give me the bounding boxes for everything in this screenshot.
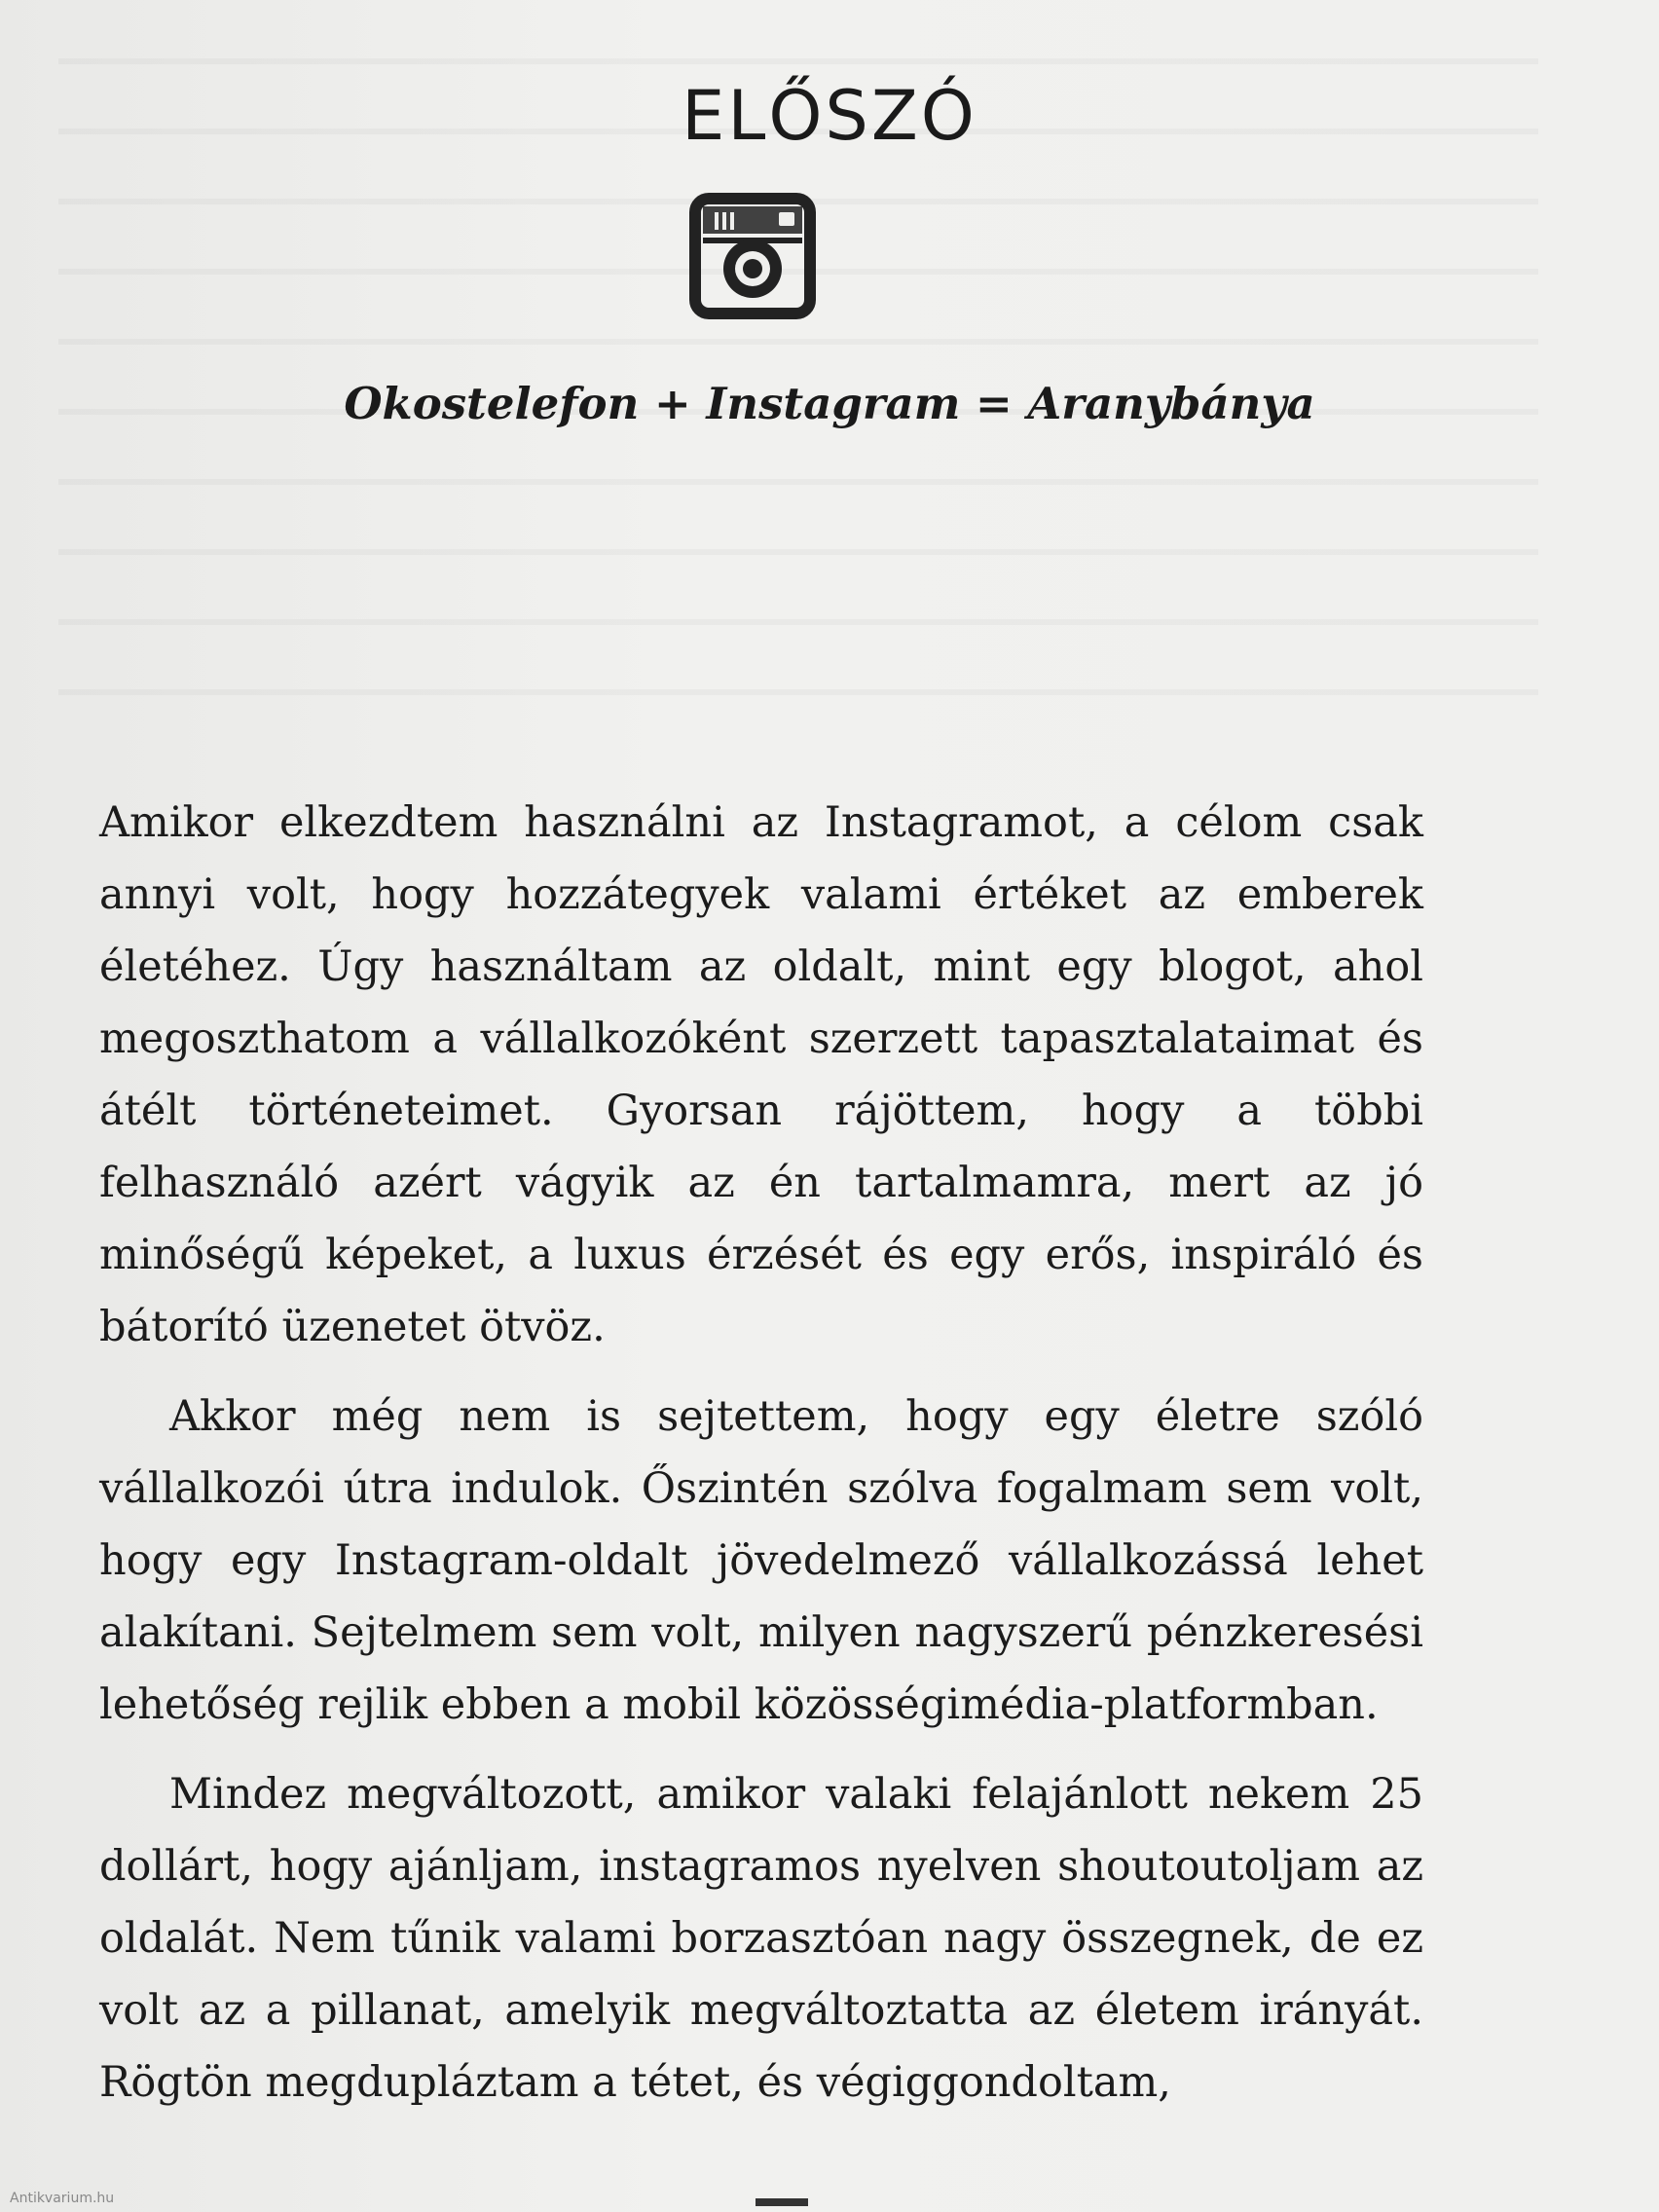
paragraph-3: Mindez megváltozott, amikor valaki felajánlott nekem 25 dollárt, hogy ajánljam, instagramos nyelven shoutoutoljam az oldalát. Nem tűnik valami borzasztóan nagy összegnek, de ez volt az a pillanat, amelyik megváltoztatta az életem irányát. Rögtön megdupláztam a tétet, és végiggondoltam, bbox=[99, 1770, 1423, 2107]
body-text bbox=[99, 787, 1423, 2136]
paragraph-2: Akkor még nem is sejtettem, hogy egy életre szóló vállalkozói útra indulok. Őszintén szólva fogalmam sem volt, hogy egy Instagram-oldalt jövedelmező vállalkozássá lehet alakítani. Sejtelmem sem volt, milyen nagyszerű pénzkeresési lehetőség rejlik ebben a mobil közösségimédia-platformban. bbox=[99, 1392, 1423, 1729]
paragraph-1: Amikor elkezdtem használni az Instagramot, a célom csak annyi volt, hogy hozzátegyek valami értéket az emberek életéhez. Úgy használtam az oldalt, mint egy blogot, ahol megoszthatom a vállalkozóként szerzett tapasztalataimat és átélt történeteimet. Gyorsan rájöttem, hogy a többi felhasználó azért vágyik az én tartalmamra, mert az jó minőségű képeket, a luxus érzését és egy erős, inspiráló és bátorító üzenetet ötvöz. bbox=[99, 798, 1423, 1351]
page-folio-mark bbox=[756, 2198, 808, 2206]
instagram-camera-icon bbox=[689, 193, 816, 319]
chapter-title: ELŐSZÓ bbox=[682, 76, 977, 156]
watermark: Antikvarium.hu bbox=[10, 2191, 115, 2206]
chapter-subtitle: Okostelefon + Instagram = Aranybánya bbox=[344, 378, 1315, 429]
